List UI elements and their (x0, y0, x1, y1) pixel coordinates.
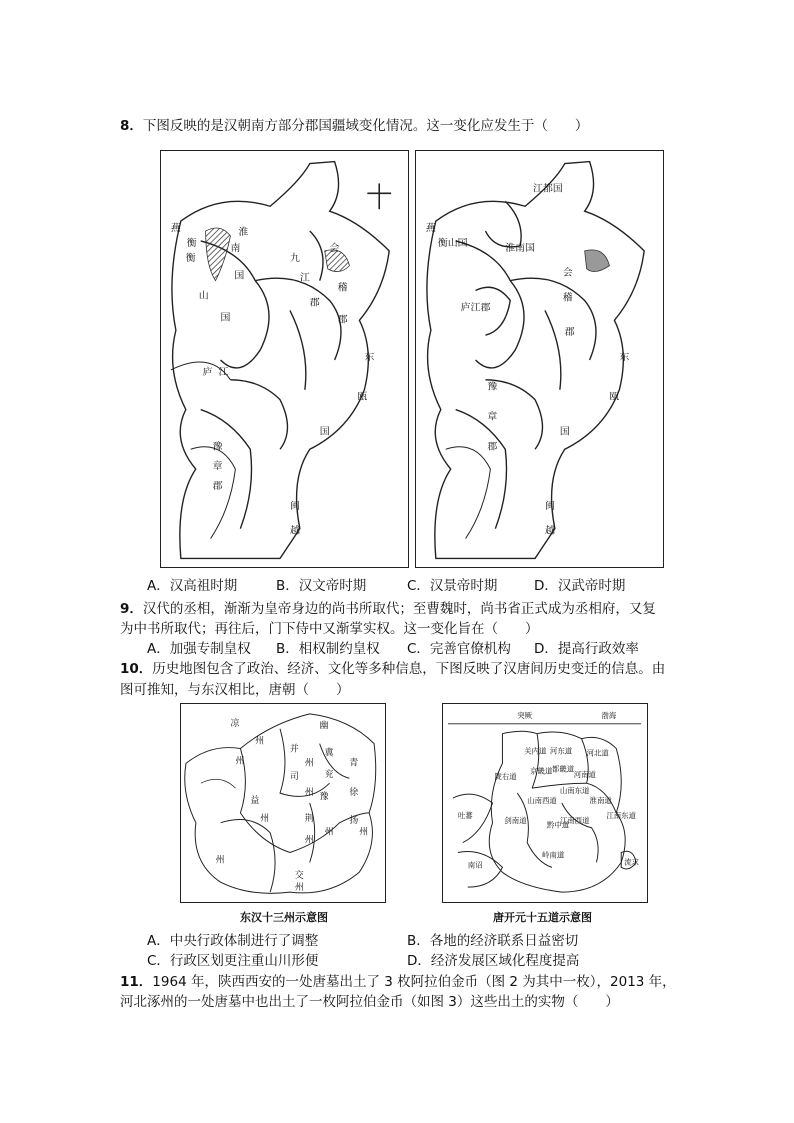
q8-left-label: 会 (329, 242, 340, 254)
q8-right-label: 章 (487, 411, 498, 423)
q10-map-right (442, 703, 648, 903)
q10-left-label: 州 (304, 788, 314, 799)
q8-right-label: 稽 (562, 292, 573, 304)
q10-left-label: 豫 (319, 792, 329, 803)
q8-right-label: 瓯 (609, 391, 620, 403)
q8-left-label: 瓯 (357, 391, 368, 403)
q8-left-label: 郡 (337, 314, 348, 326)
q8-left-label: 豫 (212, 441, 223, 453)
q10-left-label: 青 (349, 758, 359, 769)
q10-right-label: 渤海 (601, 710, 617, 720)
q10-option-b[interactable]: B．各地的经济联系日益密切 (407, 933, 579, 949)
q10-left-label: 州 (324, 827, 334, 838)
q10-right-label: 河南道 (573, 770, 596, 780)
q10-map-left (180, 703, 386, 903)
q10-left-label: 扬 (349, 815, 359, 826)
q9-number: 9． (120, 601, 143, 617)
q10-right-label: 都畿道 (551, 764, 575, 774)
q10-right-label: 岭南道 (542, 850, 565, 860)
q9-stem-line2: 为中书所取代；再往后，门下侍中又渐掌实权。这一变化旨在（ ） (120, 621, 539, 637)
q10-left-label: 徐 (349, 788, 359, 799)
q8-left-label: 衡 (186, 237, 197, 249)
q8-option-c[interactable]: C．汉景帝时期 (407, 578, 498, 594)
q10-left-label: 州 (215, 855, 225, 866)
q8-left-label: 郡 (309, 297, 320, 309)
q10-map-left-caption: 东汉十三州示意图 (240, 911, 328, 924)
q8-left-label: 郡 (212, 480, 223, 492)
q8-left-label: 庐 (202, 366, 213, 378)
q8-left-label: 山 (198, 290, 209, 302)
q8-right-label: 江都国 (533, 183, 563, 195)
q9-option-a[interactable]: A．加强专制皇权 (147, 641, 251, 657)
q10-map-left-drawing (181, 704, 385, 902)
q10-right-label: 剑南道 (504, 815, 527, 825)
q10-right-label: 江南东道 (606, 810, 637, 820)
q10-right-label: 黔中道 (546, 820, 570, 830)
q8-map-left (160, 150, 409, 568)
q8-left-label: 江 (218, 366, 229, 378)
q10-left-label: 交 (294, 871, 304, 882)
q10-left-label: 兖 (324, 770, 334, 781)
q8-right-label: 淮南国 (505, 242, 536, 254)
q8-right-label: 庐江郡 (460, 302, 491, 314)
q8-right-label: 越 (544, 525, 555, 537)
q8-left-label: 东 (364, 351, 375, 363)
q9-option-d[interactable]: D．提高行政效率 (534, 641, 639, 657)
q10-right-label: 淮南道 (589, 796, 612, 805)
q10-stem-line1: 10．历史地图包含了政治、经济、文化等多种信息，下图反映了汉唐间历史变迁的信息。由 (120, 661, 666, 677)
q10-right-label: 江南西道 (559, 815, 590, 825)
q10-left-label: 幽 (319, 720, 329, 731)
q11-stem-line2: 河北涿州的一处唐墓中也出土了一枚阿拉伯金币（如图 3）这些出土的实物（ ） (120, 994, 619, 1010)
q10-map-right-drawing (443, 704, 647, 902)
q8-stem: 8．下图反映的是汉朝南方部分郡国疆域变化情况。这一变化应发生于（ ） (120, 118, 589, 134)
q8-left-label: 南 (230, 242, 241, 254)
q8-option-a[interactable]: A．汉高祖时期 (147, 578, 238, 594)
q10-stem-line2: 图可推知，与东汉相比，唐朝（ ） (120, 682, 350, 698)
q10-left-label: 州 (304, 758, 314, 769)
q8-number: 8． (120, 118, 143, 134)
q8-left-label: 国 (234, 270, 245, 282)
q8-map-right (415, 150, 664, 568)
q10-right-label: 山南西道 (527, 796, 557, 805)
q8-left-label: 九 (289, 252, 300, 264)
q9-option-c[interactable]: C．完善官僚机构 (407, 641, 511, 657)
q10-left-label: 州 (294, 883, 304, 894)
q8-right-label: 闽 (544, 500, 555, 512)
q10-map-right-caption: 唐开元十五道示意图 (493, 911, 592, 924)
q10-left-label: 荆 (304, 813, 314, 824)
q8-option-b[interactable]: B．汉文帝时期 (276, 578, 367, 594)
q8-left-label: 章 (212, 461, 223, 473)
q10-right-label: 山南东道 (559, 786, 590, 796)
q10-left-label: 州 (304, 835, 314, 846)
q8-right-label: 国 (559, 426, 570, 438)
q8-right-label: 燕 (425, 223, 436, 235)
q8-right-label: 衡山国 (437, 237, 468, 249)
q10-left-label: 州 (260, 813, 270, 824)
q10-left-label: 冀 (324, 748, 334, 759)
q10-left-label: 凉 (230, 718, 240, 729)
q10-left-label: 州 (359, 827, 369, 838)
q8-left-label: 国 (319, 426, 330, 438)
q8-left-label: 国 (220, 312, 231, 324)
q8-left-label: 燕 (170, 223, 181, 235)
q10-right-label: 河北道 (586, 748, 609, 758)
q11-number: 11． (120, 974, 153, 990)
q8-right-label: 豫 (487, 381, 498, 393)
q8-left-label: 淮 (238, 227, 249, 239)
q10-option-a[interactable]: A．中央行政体制进行了调整 (147, 933, 319, 949)
q10-right-label: 河东道 (549, 746, 573, 756)
q10-right-label: 吐蕃 (457, 810, 473, 820)
q9-option-b[interactable]: B．相权制约皇权 (276, 641, 380, 657)
q10-right-label: 关内道 (524, 746, 547, 756)
q8-option-d[interactable]: D．汉武帝时期 (534, 578, 626, 594)
q10-left-label: 州 (235, 756, 245, 767)
q8-map-left-drawing (161, 151, 408, 567)
q10-number: 10． (120, 661, 153, 677)
q8-map-right-drawing (416, 151, 663, 567)
q10-left-label: 并 (289, 744, 299, 755)
q10-left-label: 州 (255, 736, 265, 747)
q10-right-label: 陇右道 (494, 772, 517, 782)
q8-left-label: 江 (299, 272, 310, 284)
q10-right-label: 京畿道 (530, 766, 553, 776)
q8-right-label: 郡 (487, 441, 498, 453)
q8-right-label: 东 (619, 351, 630, 363)
q8-left-label: 闽 (289, 500, 300, 512)
q10-right-label: 突厥 (517, 710, 533, 720)
q8-left-label: 衡 (185, 252, 196, 264)
q10-option-c[interactable]: C．行政区划更注重山川形便 (147, 953, 319, 969)
q10-left-label: 司 (289, 772, 299, 783)
q8-right-label: 郡 (564, 327, 575, 339)
q8-left-label: 越 (289, 525, 300, 537)
q10-right-label: 流求 (624, 857, 640, 867)
q11-stem-line1: 11．1964 年，陕西西安的一处唐墓出土了 3 枚阿拉伯金币（图 2 为其中一枚），2013 年， (120, 974, 676, 990)
q10-left-label: 益 (250, 796, 260, 806)
q8-right-label: 会 (562, 267, 573, 279)
q10-option-d[interactable]: D．经济发展区域化程度提高 (407, 953, 580, 969)
q8-left-label: 稽 (337, 282, 348, 294)
q9-stem-line1: 9．汉代的丞相，渐渐为皇帝身边的尚书所取代；至曹魏时，尚书省正式成为丞相府，又复 (120, 601, 656, 617)
q10-right-label: 南诏 (467, 860, 483, 870)
